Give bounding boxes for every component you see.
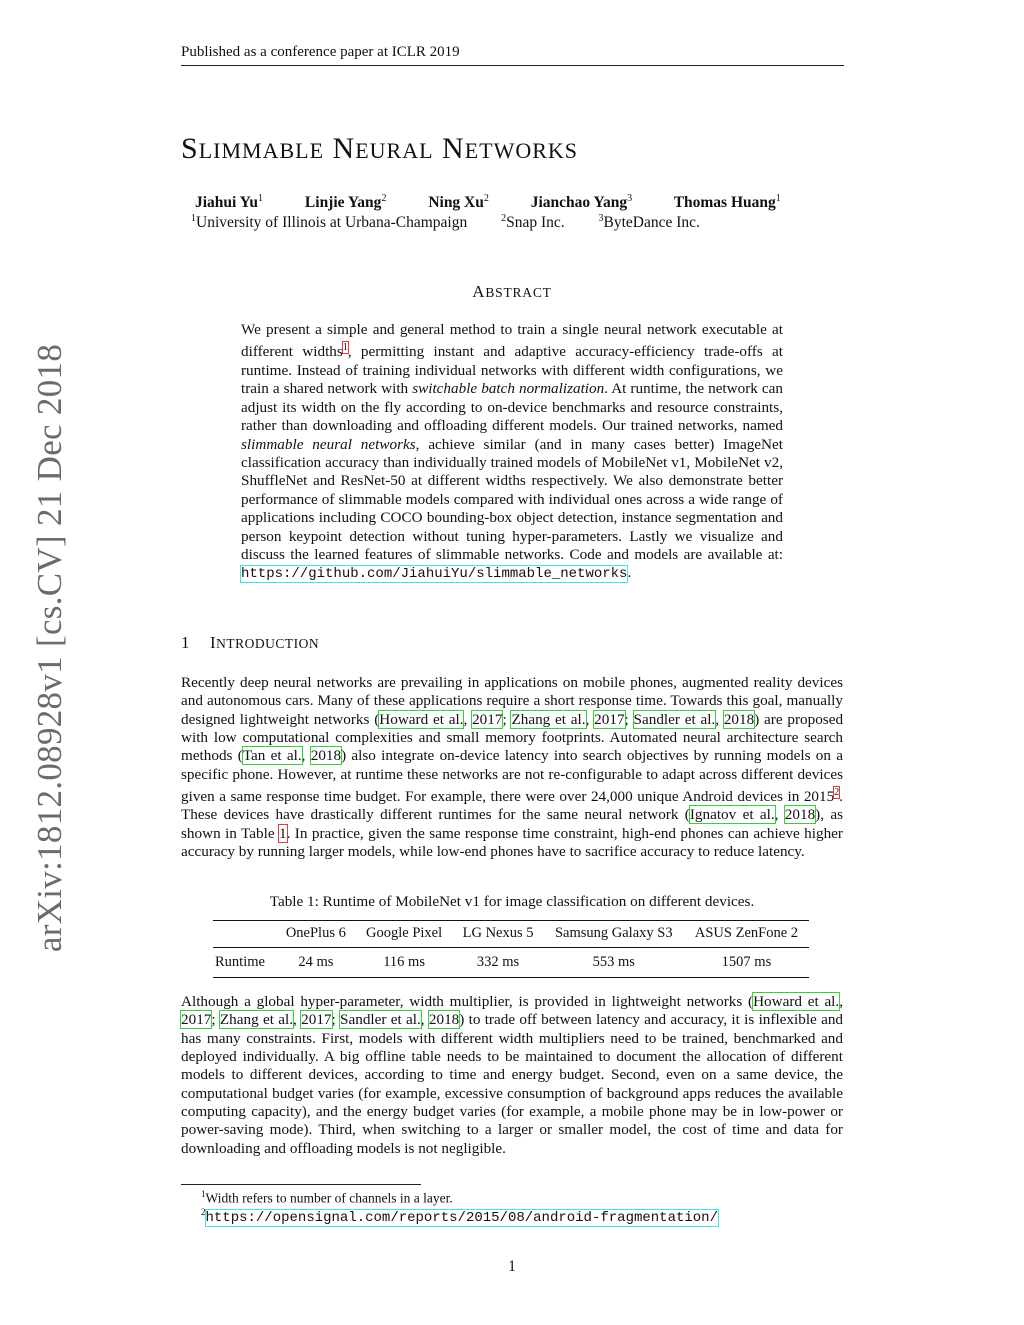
citation-link[interactable]: 2017	[594, 710, 625, 728]
paper-title	[181, 132, 578, 166]
title-w2-rest: EURAL	[355, 138, 434, 163]
affiliation: $^1$University of Illinois at Urbana-Champaign	[191, 213, 468, 232]
citation-link[interactable]: Ignatov et al.	[689, 806, 775, 824]
citation-link[interactable]: 2018	[784, 806, 816, 824]
table-cell: 553 ms	[592, 954, 635, 970]
runtime-table	[213, 920, 809, 978]
affiliation: $^2$Snap Inc.	[501, 213, 565, 232]
title-w3-first: N	[442, 132, 465, 165]
citation-link[interactable]: Zhang et al.	[511, 710, 586, 728]
table-cell: 332 ms	[476, 954, 520, 970]
opensignal-link[interactable]: https://opensignal.com/reports/2015/08/android-fragmentation/	[205, 1209, 718, 1226]
citation-link[interactable]: 2018	[310, 747, 342, 765]
table-header-cell: Samsung Galaxy S3	[554, 925, 673, 941]
affiliation-list	[191, 213, 700, 232]
table-row-label: Runtime	[215, 954, 265, 970]
table-cell: 24 ms	[298, 954, 334, 970]
footnote-ref-2[interactable]: 2	[834, 787, 840, 799]
citation-link[interactable]: Tan et al.	[242, 747, 302, 765]
table-header-cell: LG Nexus 5	[462, 925, 534, 941]
title-w1-first: S	[181, 132, 199, 165]
section-heading-introduction: 1 INTRODUCTION	[181, 633, 320, 652]
table-header-cell	[213, 921, 276, 948]
footnote-divider	[181, 1184, 421, 1185]
citation-link[interactable]: 2017	[472, 710, 503, 728]
intro-paragraph-2: Although a global hyper-parameter, width multiplier, is provided in lightweight networks (Howard et al., 2017; Zhang et al., 2017; Sandler et al., 2018) to trade off between latency and accuracy, it is inflexible and has many constraints. First, models with different width multipliers need to be trained, benchmarked and deployed individually. A big offline table needs to be maintained to document the allocation of different models to different devices, according to time and energy budget. Second, even on a same device, the computational budget varies (for example, excessive consumption of background apps reduces the available computing capacity), and the energy budget varies (for example, a mobile phone may be in low-power or power-saving mode). Third, when switching to a larger or smaller model, the cost of time and data for downloading and offloading models is not negligible.	[181, 993, 844, 1157]
author-list	[195, 193, 781, 212]
citation-link[interactable]: Sandler et al.	[340, 1011, 421, 1029]
citation-link[interactable]: Howard et al.	[379, 710, 464, 728]
author: Jianchao Yang$^3$	[530, 193, 633, 212]
footnote-2: $^2$https://opensignal.com/reports/2015/08/android-fragmentation/	[201, 1207, 718, 1226]
citation-link[interactable]: Zhang et al.	[219, 1011, 294, 1029]
github-link[interactable]: https://github.com/JiahuiYu/slimmable_networks	[241, 566, 628, 583]
footnote-1: $^1$Width refers to number of channels in a layer.	[201, 1189, 453, 1206]
table-ref-link[interactable]: 1	[278, 824, 287, 842]
citation-link[interactable]: 2017	[301, 1011, 332, 1029]
abstract-body: We present a simple and general method to train a single neural network executable at different widths$^1$, permitting instant and adaptive accuracy-efficiency trade-offs at runtime. Instead of training individual networks with different width configurations, we train a shared network with switchable batch normalization. At runtime, the network can adjust its width on the fly according to on-device benchmarks and resource constraints, rather than downloading and offloading different models. Our trained networks, named slimmable neural networks, achieve similar (and in many cases better) ImageNet classification accuracy than individually trained models of MobileNet v1, MobileNet v2, ShuffleNet and ResNet-50 at different widths respectively. We also demonstrate better performance of slimmable models compared with individual ones across a wide range of applications including COCO bounding-box object detection, instance segmentation and person keypoint detection without tuning hyper-parameters. Lastly we visualize and discuss the learned features of slimmable networks. Code and models are available at: https://github.com/JiahuiYu/slimmable_networks.	[241, 321, 783, 583]
author: Linjie Yang$^2$	[304, 193, 387, 212]
footnote-ref-1[interactable]: 1	[342, 342, 348, 354]
abstract-heading: ABSTRACT	[472, 282, 552, 301]
citation-link[interactable]: 2018	[723, 710, 755, 728]
table-header-cell: Google Pixel	[366, 925, 443, 941]
table-header-row	[213, 921, 809, 948]
running-header: Published as a conference paper at ICLR 2019	[181, 44, 844, 66]
table-caption: Table 1: Runtime of MobileNet v1 for image classification on different devices.	[269, 893, 755, 910]
citation-link[interactable]: Sandler et al.	[633, 710, 716, 728]
title-w1-rest: LIMMABLE	[198, 138, 325, 163]
intro-paragraph-1: Recently deep neural networks are prevailing in applications on mobile phones, augmented reality devices and autonomous cars. Many of these applications require a short response time. Towards this goal, manually designed lightweight networks (Howard et al., 2017; Zhang et al., 2017; Sandler et al., 2018) are proposed with low computational complexities and small memory footprints. Automated neural architecture search methods (Tan et al., 2018) also integrate on-device latency into search objectives by running models on a specific phone. However, at runtime these networks are not re-configurable to adapt across different devices given a same response time budget. For example, there were over 24,000 unique Android devices in 2015$^2$. These devices have drastically different runtimes for the same neural network (Ignatov et al., 2018), as shown in Table 1. In practice, given the same response time constraint, high-end phones can achieve higher accuracy by running larger models, while low-end phones have to sacrifice accuracy to reduce latency.	[181, 674, 844, 861]
title-w3-rest: ETWORKS	[464, 138, 579, 163]
table-header-cell: OnePlus 6	[285, 925, 346, 941]
affiliation: $^3$ByteDance Inc.	[598, 213, 700, 232]
citation-link[interactable]: 2017	[181, 1011, 212, 1029]
citation-link[interactable]: 2018	[428, 1011, 460, 1029]
citation-link[interactable]: Howard et al.	[753, 993, 840, 1010]
table-cell: 116 ms	[383, 954, 425, 970]
page-number: 1	[508, 1258, 516, 1275]
author: Jiahui Yu$^1$	[195, 193, 264, 212]
table-header-cell: ASUS ZenFone 2	[694, 925, 799, 941]
arxiv-stamp: arXiv:1812.08928v1 [cs.CV] 21 Dec 2018	[30, 343, 69, 953]
table-row	[213, 948, 809, 978]
table-cell: 1507 ms	[721, 954, 772, 970]
title-w2-first: N	[332, 132, 356, 165]
author: Ning Xu$^2$	[428, 193, 489, 212]
author: Thomas Huang$^1$	[673, 193, 781, 212]
